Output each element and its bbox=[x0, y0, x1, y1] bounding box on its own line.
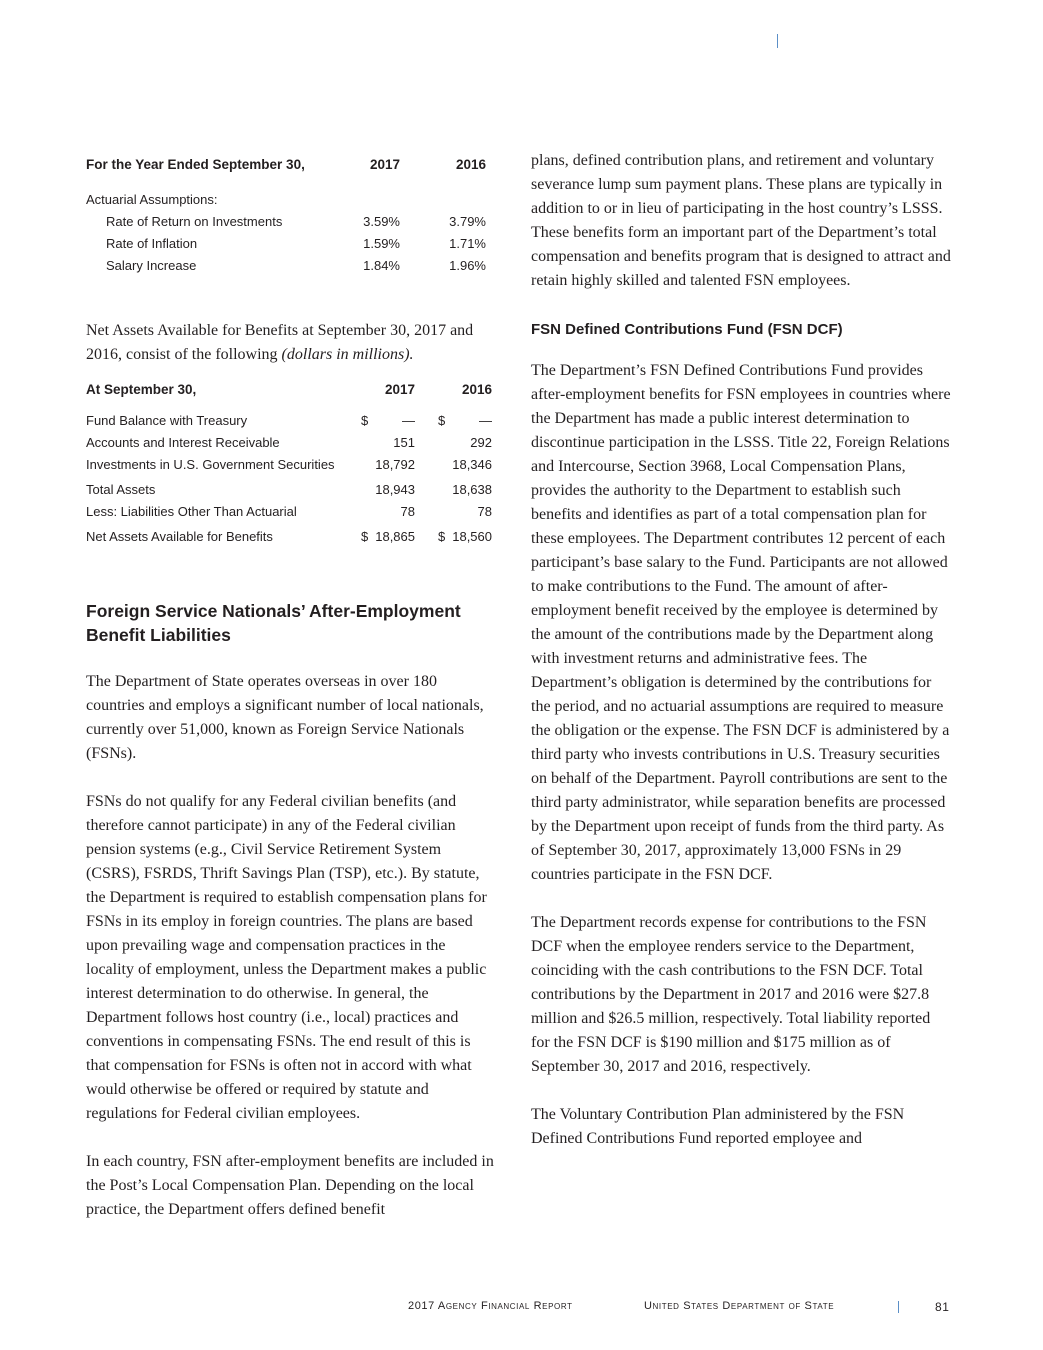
net-assets-intro-italic: (dollars in millions). bbox=[281, 346, 414, 363]
row-value-2016: 18,638 bbox=[452, 482, 492, 497]
row-label: Net Assets Available for Benefits bbox=[86, 529, 273, 544]
dollar-sign: $ bbox=[438, 529, 446, 544]
row-value-2016: — bbox=[479, 413, 492, 428]
paragraph: The Department records expense for contributions to the FSN DCF when the employee renders service to the Department, coinciding with the cash contributions to the FSN DCF. Total contributions by the Department in 2017 and 2016 were $27.8 million and $26.5 million, respectively. Total liability reported for the FSN DCF is $190 million and $175 million as of September 30, 2017 and 2016, respectively. bbox=[531, 914, 931, 1075]
row-label: Accounts and Interest Receivable bbox=[86, 435, 280, 450]
row-value-2017: 151 bbox=[393, 435, 415, 450]
table-header-label: For the Year Ended September 30, bbox=[86, 157, 305, 172]
table-row bbox=[86, 479, 496, 501]
table-header-row bbox=[86, 379, 496, 401]
row-label: Total Assets bbox=[86, 482, 156, 497]
row-label: Investments in U.S. Government Securities bbox=[86, 457, 335, 472]
paragraph: The Department’s FSN Defined Contributions Fund provides after-employment benefits for FSN employees in countries where the Department has made a public interest determination to discontinue participation in the LSSS. Title 22, Foreign Relations and Intercourse, Section 3968, Local Compensation Plans, provides the authority to the Department to establish such benefits and identifies as part of a total compensation plan for these employees. The Department contributes 12 percent of each participant’s base salary to the Fund. Participants are not allowed to make contributions to the Fund. The amount of after-employment benefit received by the employee is determined by the amount of the contributions made by the Department along with investment returns and administrative fees. The Department’s obligation is determined by the contributions for the period, and no actuarial assumptions are required to measure the obligation or the expense. The FSN DCF is administered by a third party who invests contributions in U.S. Treasury securities on behalf of the Department. Payroll contributions are sent to the third party administrator, while separation benefits are processed by the Department upon receipt of funds from the third party. As of September 30, 2017, approximately 13,000 FSNs in 29 countries participate in the FSN DCF. bbox=[531, 362, 951, 883]
dollar-sign: $ bbox=[361, 529, 369, 544]
paragraph: FSNs do not qualify for any Federal civilian benefits (and therefore cannot participate) in any of the Federal civilian pension systems (e.g., Civil Service Retirement System (CSRS), FSRDS, Thrift Savings Plan (TSP), etc.). By statute, the Department is required to establish compensation plans for FSNs in its employ in foreign countries. The plans are based upon prevailing wage and compensation practices in the locality of employment, unless the Department makes a public interest determination to do otherwise. In general, the Department follows host country (i.e., local) practices and conventions in compensating FSNs. The end result of this is that compensation for FSNs is often not in accord with what would otherwise be offered or required by statute and regulations for Federal civilian employees. bbox=[86, 793, 487, 1122]
table-header-row bbox=[86, 154, 496, 176]
section-heading: Foreign Service Nationals’ After-Employment Benefit Liabilities bbox=[86, 601, 461, 645]
table-row bbox=[86, 233, 496, 255]
table-row bbox=[86, 211, 496, 233]
row-value-2017: 18,865 bbox=[375, 529, 415, 544]
footer-report-title: 2017 Agency Financial Report bbox=[408, 1300, 573, 1312]
row-label: Rate of Inflation bbox=[106, 236, 198, 251]
row-value-2016: 78 bbox=[477, 504, 492, 519]
row-value-2016: 18,560 bbox=[452, 529, 492, 544]
row-value-2017: — bbox=[402, 413, 415, 428]
paragraph: In each country, FSN after-employment benefits are included in the Post’s Local Compensation Plan. Depending on the local practice, the Department offers defined benefit bbox=[86, 1153, 494, 1218]
paragraph: plans, defined contribution plans, and retirement and voluntary severance lump sum payment plans. These plans are typically in addition to or in lieu of participating in the host country’s LSSS. These benefits form an important part of the Department’s total compensation and benefits program that is designed to attract and retain highly skilled and talented FSN employees. bbox=[531, 152, 951, 289]
dollar-sign: $ bbox=[361, 413, 369, 428]
table-row bbox=[86, 410, 496, 432]
row-value-2017: 1.59% bbox=[363, 236, 400, 251]
row-value-2017: 18,792 bbox=[375, 457, 415, 472]
header-rule bbox=[777, 34, 778, 48]
net-assets-intro bbox=[86, 319, 496, 367]
paragraph: The Department of State operates overseas in over 180 countries and employs a significant number of local nationals, currently over 51,000, known as Foreign Service Nationals (FSNs). bbox=[86, 673, 484, 762]
paragraph: The Voluntary Contribution Plan administered by the FSN Defined Contributions Fund reported employee and bbox=[531, 1106, 905, 1147]
row-label: Salary Increase bbox=[106, 258, 197, 273]
section-label-text: Actuarial Assumptions: bbox=[86, 192, 218, 207]
row-value-2017: 18,943 bbox=[375, 482, 415, 497]
page-footer bbox=[0, 1300, 1043, 1320]
row-value-2016: 3.79% bbox=[449, 214, 486, 229]
table-row bbox=[86, 255, 496, 277]
row-label: Less: Liabilities Other Than Actuarial bbox=[86, 504, 297, 519]
column-2016-header: 2016 bbox=[461, 382, 492, 397]
table-row bbox=[86, 526, 496, 548]
row-label: Fund Balance with Treasury bbox=[86, 413, 248, 428]
page-number: 81 bbox=[935, 1300, 950, 1314]
left-column bbox=[86, 150, 496, 1222]
row-value-2016: 1.71% bbox=[449, 236, 486, 251]
row-value-2016: 1.96% bbox=[449, 258, 486, 273]
row-value-2017: 1.84% bbox=[363, 258, 400, 273]
column-2017-header: 2017 bbox=[369, 157, 400, 172]
row-value-2016: 18,346 bbox=[452, 457, 492, 472]
subsection-heading: FSN Defined Contributions Fund (FSN DCF) bbox=[531, 321, 843, 338]
table-header-label: At September 30, bbox=[86, 382, 197, 397]
actuarial-table bbox=[86, 154, 496, 277]
row-value-2016: 292 bbox=[470, 435, 492, 450]
footer-divider bbox=[898, 1301, 899, 1313]
net-assets-intro-text: Net Assets Available for Benefits at September 30, 2017 and 2016, consist of the following bbox=[86, 322, 474, 363]
table-row bbox=[86, 454, 496, 476]
column-2016-header: 2016 bbox=[455, 157, 486, 172]
table-row bbox=[86, 501, 496, 523]
row-value-2017: 78 bbox=[400, 504, 415, 519]
column-2017-header: 2017 bbox=[384, 382, 415, 397]
table-section-label bbox=[86, 189, 496, 211]
row-label: Rate of Return on Investments bbox=[106, 214, 283, 229]
footer-department: United States Department of State bbox=[644, 1300, 835, 1312]
table-row bbox=[86, 432, 496, 454]
row-value-2017: 3.59% bbox=[363, 214, 400, 229]
dollar-sign: $ bbox=[438, 413, 446, 428]
right-column bbox=[531, 150, 951, 1151]
net-assets-table bbox=[86, 379, 496, 548]
